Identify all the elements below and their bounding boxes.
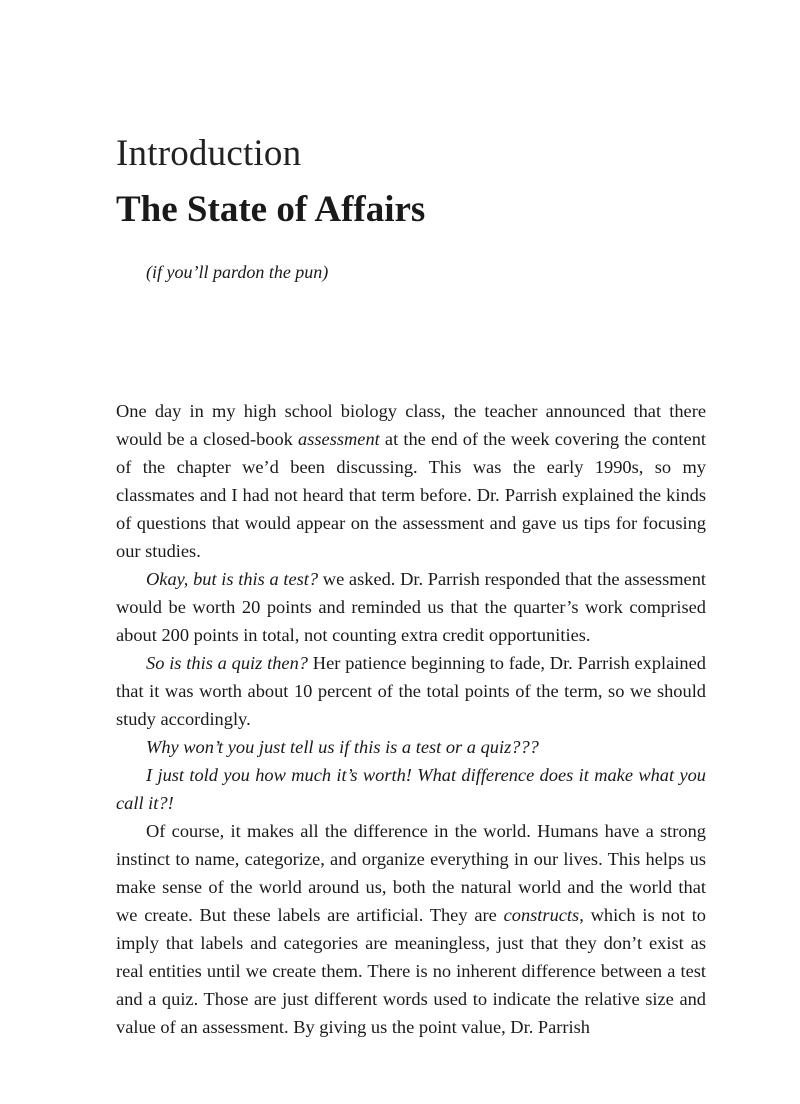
paragraph-3-question: So is this a quiz then? [146, 653, 308, 673]
paragraph-2-question: Okay, but is this a test? [146, 569, 319, 589]
paragraph-1 [116, 397, 706, 565]
paragraph-2 [116, 565, 706, 649]
chapter-label: Introduction [116, 133, 302, 174]
paragraph-3 [116, 649, 706, 733]
paragraph-6 [116, 817, 706, 1041]
chapter-subtitle: (if you’ll pardon the pun) [146, 262, 329, 282]
chapter-title: The State of Affairs [116, 189, 426, 230]
paragraph-6-text-c: , which is not to imply that labels and categories are meaningless, just that they don’t exist as real entities until we create them. There is no inherent difference between a test and a quiz. Those are just different words used to indicate the relative size and value of an assessment. By giving us the point value, Dr. Parrish [116, 905, 707, 1037]
paragraph-1-text-c: at the end of the week covering the content of the chapter we’d been discussing. This was the early 1990s, so my classmates and I had not heard that term before. Dr. Parrish explained the kinds of questions that would appear on the assessment and gave us tips for focusing our studies. [116, 429, 707, 561]
paragraph-2-text: we asked. Dr. Parrish responded that the assessment would be worth 20 points and reminded us that the quarter’s work comprised about 200 points in total, not counting extra credit opportunities. [116, 569, 706, 645]
paragraph-6-text-a: Of course, it makes all the difference in the world. Humans have a strong instinct to name, categorize, and organize everything in our lives. This helps us make sense of the world around us, both the natural world and the world that we create. But these labels are artificial. They are [116, 821, 706, 925]
paragraph-1-emphasis: assessment [298, 429, 380, 449]
paragraph-4: Why won’t you just tell us if this is a test or a quiz??? [146, 737, 539, 757]
paragraph-5: I just told you how much it’s worth! What difference does it make what you call it?! [116, 765, 706, 813]
body-text [116, 397, 706, 1041]
paragraph-1-text-a: One day in my high school biology class, the teacher announced that there would be a closed-book [116, 401, 706, 449]
paragraph-6-emphasis: constructs [503, 905, 580, 925]
paragraph-3-text: Her patience beginning to fade, Dr. Parrish explained that it was worth about 10 percent of the total points of the term, so we should study accordingly. [116, 653, 706, 729]
